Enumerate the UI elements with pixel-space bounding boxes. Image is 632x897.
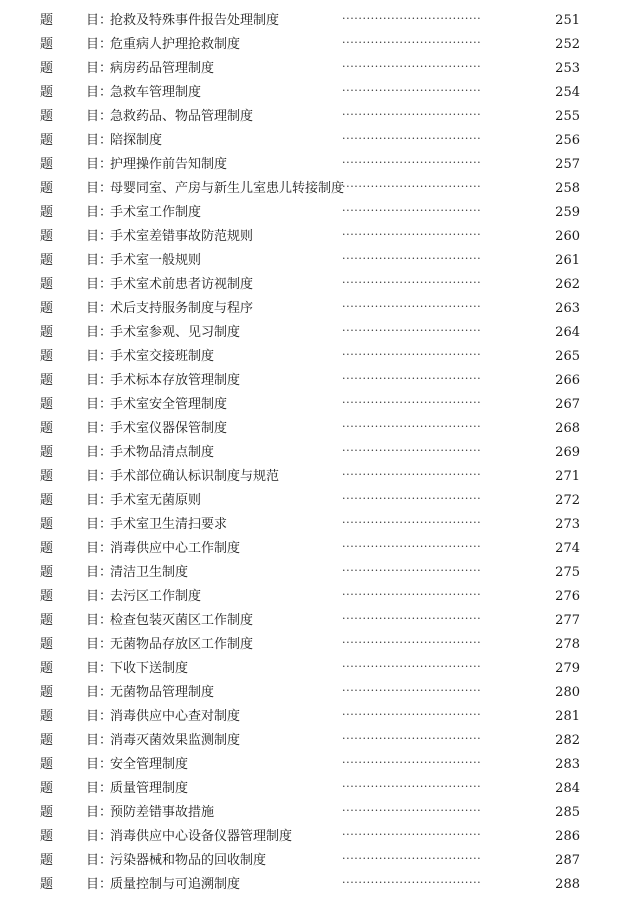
dot-leader: ·································· xyxy=(342,252,482,265)
dot-leader: ·································· xyxy=(342,36,482,49)
entry-title[interactable]: 陪探制度 xyxy=(110,133,163,148)
entry-label-ti: 题 xyxy=(40,325,54,340)
entry-page-number[interactable]: 286 xyxy=(555,829,580,844)
toc-entry[interactable] xyxy=(0,489,632,513)
dot-leader: ·································· xyxy=(342,420,482,433)
entry-title[interactable]: 下收下送制度 xyxy=(110,661,189,676)
entry-title[interactable]: 消毒灭菌效果监测制度 xyxy=(110,733,241,748)
entry-label-mu: 目： xyxy=(86,397,113,412)
entry-label-mu: 目： xyxy=(86,229,113,244)
toc-entry[interactable] xyxy=(0,801,632,825)
dot-leader: ·································· xyxy=(342,396,482,409)
entry-page-number[interactable]: 268 xyxy=(555,421,580,436)
entry-label-mu: 目： xyxy=(86,517,113,532)
dot-leader: ·································· xyxy=(342,324,482,337)
toc-entry[interactable] xyxy=(0,57,632,81)
toc-entry[interactable] xyxy=(0,393,632,417)
toc-entry[interactable] xyxy=(0,537,632,561)
entry-page-number[interactable]: 264 xyxy=(555,325,580,340)
entry-label-ti: 题 xyxy=(40,469,54,484)
dot-leader: ·································· xyxy=(342,60,482,73)
entry-title[interactable]: 无菌物品存放区工作制度 xyxy=(110,637,254,652)
entry-title[interactable]: 手术室差错事故防范规则 xyxy=(110,229,254,244)
dot-leader: ·································· xyxy=(342,156,482,169)
entry-page-number[interactable]: 265 xyxy=(555,349,580,364)
toc-entry[interactable] xyxy=(0,201,632,225)
entry-label-mu: 目： xyxy=(86,757,113,772)
entry-title[interactable]: 质量控制与可追溯制度 xyxy=(110,877,241,892)
entry-label-ti: 题 xyxy=(40,805,54,820)
toc-entry[interactable] xyxy=(0,465,632,489)
entry-title[interactable]: 质量管理制度 xyxy=(110,781,189,796)
entry-label-mu: 目： xyxy=(86,469,113,484)
toc-entry[interactable] xyxy=(0,249,632,273)
entry-label-mu: 目： xyxy=(86,637,113,652)
entry-page-number[interactable]: 281 xyxy=(555,709,580,724)
toc-entry[interactable] xyxy=(0,873,632,897)
entry-label-mu: 目： xyxy=(86,157,113,172)
dot-leader: ·································· xyxy=(342,372,482,385)
entry-title[interactable]: 无菌物品管理制度 xyxy=(110,685,215,700)
toc-entry[interactable] xyxy=(0,105,632,129)
entry-page-number[interactable]: 259 xyxy=(555,205,580,220)
entry-label-mu: 目： xyxy=(86,37,113,52)
entry-label-ti: 题 xyxy=(40,205,54,220)
toc-entry[interactable] xyxy=(0,153,632,177)
entry-page-number[interactable]: 277 xyxy=(555,613,580,628)
entry-title[interactable]: 手术室一般规则 xyxy=(110,253,202,268)
entry-title[interactable]: 手术室卫生清扫要求 xyxy=(110,517,228,532)
toc-entry[interactable] xyxy=(0,561,632,585)
dot-leader: ·································· xyxy=(342,636,482,649)
dot-leader: ·································· xyxy=(342,516,482,529)
entry-title[interactable]: 手术部位确认标识制度与规范 xyxy=(110,469,280,484)
toc-entry[interactable] xyxy=(0,657,632,681)
entry-title[interactable]: 污染器械和物品的回收制度 xyxy=(110,853,267,868)
entry-label-ti: 题 xyxy=(40,277,54,292)
dot-leader: ·································· xyxy=(342,108,482,121)
dot-leader: ·································· xyxy=(342,468,482,481)
entry-page-number[interactable]: 273 xyxy=(555,517,580,532)
entry-label-mu: 目： xyxy=(86,445,113,460)
entry-label-mu: 目： xyxy=(86,181,113,196)
entry-title[interactable]: 手术室仪器保管制度 xyxy=(110,421,228,436)
dot-leader: ·································· xyxy=(342,780,482,793)
entry-label-ti: 题 xyxy=(40,133,54,148)
entry-page-number[interactable]: 251 xyxy=(555,13,580,28)
toc-entry[interactable] xyxy=(0,33,632,57)
entry-label-ti: 题 xyxy=(40,421,54,436)
toc-entry[interactable] xyxy=(0,681,632,705)
dot-leader: ·································· xyxy=(342,84,482,97)
dot-leader: ·································· xyxy=(342,852,482,865)
entry-label-ti: 题 xyxy=(40,253,54,268)
dot-leader: ·································· xyxy=(342,684,482,697)
toc-entry[interactable] xyxy=(0,81,632,105)
toc-entry[interactable] xyxy=(0,225,632,249)
entry-page-number[interactable]: 252 xyxy=(555,37,580,52)
entry-title[interactable]: 清洁卫生制度 xyxy=(110,565,189,580)
entry-page-number[interactable]: 285 xyxy=(555,805,580,820)
toc-entry[interactable] xyxy=(0,753,632,777)
dot-leader: ·································· xyxy=(342,540,482,553)
entry-label-mu: 目： xyxy=(86,733,113,748)
entry-label-mu: 目： xyxy=(86,853,113,868)
entry-page-number[interactable]: 263 xyxy=(555,301,580,316)
entry-page-number[interactable]: 269 xyxy=(555,445,580,460)
entry-title[interactable]: 检查包装灭菌区工作制度 xyxy=(110,613,254,628)
entry-label-ti: 题 xyxy=(40,565,54,580)
entry-page-number[interactable]: 276 xyxy=(555,589,580,604)
entry-page-number[interactable]: 288 xyxy=(555,877,580,892)
entry-label-ti: 题 xyxy=(40,517,54,532)
entry-label-mu: 目： xyxy=(86,205,113,220)
dot-leader: ·································· xyxy=(342,492,482,505)
entry-title[interactable]: 危重病人护理抢救制度 xyxy=(110,37,241,52)
dot-leader: ·································· xyxy=(342,732,482,745)
entry-title[interactable]: 手术标本存放管理制度 xyxy=(110,373,241,388)
entry-label-ti: 题 xyxy=(40,349,54,364)
entry-label-mu: 目： xyxy=(86,325,113,340)
dot-leader: ·································· xyxy=(342,804,482,817)
dot-leader: ·································· xyxy=(342,708,482,721)
entry-page-number[interactable]: 280 xyxy=(555,685,580,700)
entry-page-number[interactable]: 262 xyxy=(555,277,580,292)
entry-label-mu: 目： xyxy=(86,61,113,76)
entry-page-number[interactable]: 278 xyxy=(555,637,580,652)
dot-leader: ·································· xyxy=(342,204,482,217)
entry-page-number[interactable]: 258 xyxy=(555,181,580,196)
entry-label-ti: 题 xyxy=(40,733,54,748)
entry-page-number[interactable]: 284 xyxy=(555,781,580,796)
entry-label-mu: 目： xyxy=(86,661,113,676)
entry-label-mu: 目： xyxy=(86,613,113,628)
entry-title[interactable]: 预防差错事故措施 xyxy=(110,805,215,820)
dot-leader: ·································· xyxy=(342,564,482,577)
entry-label-mu: 目： xyxy=(86,277,113,292)
entry-title[interactable]: 去污区工作制度 xyxy=(110,589,202,604)
entry-page-number[interactable]: 283 xyxy=(555,757,580,772)
entry-label-ti: 题 xyxy=(40,853,54,868)
entry-label-mu: 目： xyxy=(86,301,113,316)
entry-label-ti: 题 xyxy=(40,709,54,724)
dot-leader: ·································· xyxy=(342,876,482,889)
entry-title[interactable]: 手术室术前患者访视制度 xyxy=(110,277,254,292)
entry-title[interactable]: 病房药品管理制度 xyxy=(110,61,215,76)
dot-leader: ·································· xyxy=(342,588,482,601)
toc-entry[interactable] xyxy=(0,777,632,801)
entry-label-ti: 题 xyxy=(40,877,54,892)
dot-leader: ·································· xyxy=(342,660,482,673)
toc-entry[interactable] xyxy=(0,417,632,441)
dot-leader: ·································· xyxy=(342,828,482,841)
entry-label-ti: 题 xyxy=(40,181,54,196)
entry-label-ti: 题 xyxy=(40,157,54,172)
entry-page-number[interactable]: 271 xyxy=(555,469,580,484)
dot-leader: ·································· xyxy=(342,348,482,361)
entry-title[interactable]: 手术室安全管理制度 xyxy=(110,397,228,412)
entry-page-number[interactable]: 255 xyxy=(555,109,580,124)
toc-entry[interactable] xyxy=(0,585,632,609)
entry-label-mu: 目： xyxy=(86,373,113,388)
entry-title[interactable]: 急救车管理制度 xyxy=(110,85,202,100)
entry-title[interactable]: 手术物品清点制度 xyxy=(110,445,215,460)
toc-entry[interactable] xyxy=(0,369,632,393)
entry-title[interactable]: 消毒供应中心查对制度 xyxy=(110,709,241,724)
entry-title[interactable]: 手术室参观、见习制度 xyxy=(110,325,241,340)
entry-label-mu: 目： xyxy=(86,877,113,892)
entry-title[interactable]: 母婴同室、产房与新生儿室患儿转接制度 xyxy=(110,181,345,196)
entry-page-number[interactable]: 261 xyxy=(555,253,580,268)
toc-entry[interactable] xyxy=(0,345,632,369)
entry-label-ti: 题 xyxy=(40,637,54,652)
entry-page-number[interactable]: 253 xyxy=(555,61,580,76)
entry-label-mu: 目： xyxy=(86,709,113,724)
entry-label-mu: 目： xyxy=(86,685,113,700)
entry-label-mu: 目： xyxy=(86,421,113,436)
dot-leader: ·································· xyxy=(342,612,482,625)
entry-title[interactable]: 消毒供应中心设备仪器管理制度 xyxy=(110,829,293,844)
toc-entry[interactable] xyxy=(0,273,632,297)
entry-page-number[interactable]: 267 xyxy=(555,397,580,412)
entry-label-mu: 目： xyxy=(86,805,113,820)
toc-entry[interactable] xyxy=(0,129,632,153)
entry-page-number[interactable]: 282 xyxy=(555,733,580,748)
entry-label-ti: 题 xyxy=(40,589,54,604)
entry-label-mu: 目： xyxy=(86,589,113,604)
entry-label-mu: 目： xyxy=(86,85,113,100)
entry-label-ti: 题 xyxy=(40,829,54,844)
toc-entry[interactable] xyxy=(0,633,632,657)
toc-entry[interactable] xyxy=(0,321,632,345)
dot-leader: ·································· xyxy=(342,132,482,145)
entry-page-number[interactable]: 274 xyxy=(555,541,580,556)
entry-label-ti: 题 xyxy=(40,685,54,700)
entry-label-mu: 目： xyxy=(86,781,113,796)
entry-title[interactable]: 消毒供应中心工作制度 xyxy=(110,541,241,556)
entry-label-mu: 目： xyxy=(86,109,113,124)
entry-label-ti: 题 xyxy=(40,85,54,100)
entry-label-ti: 题 xyxy=(40,781,54,796)
entry-label-ti: 题 xyxy=(40,661,54,676)
entry-title[interactable]: 手术室交接班制度 xyxy=(110,349,215,364)
entry-label-ti: 题 xyxy=(40,493,54,508)
entry-page-number[interactable]: 272 xyxy=(555,493,580,508)
toc-entry[interactable] xyxy=(0,177,632,201)
entry-label-mu: 目： xyxy=(86,493,113,508)
dot-leader: ·································· xyxy=(342,180,482,193)
entry-label-ti: 题 xyxy=(40,757,54,772)
toc-entry[interactable] xyxy=(0,513,632,537)
entry-label-mu: 目： xyxy=(86,133,113,148)
dot-leader: ·································· xyxy=(342,756,482,769)
entry-page-number[interactable]: 275 xyxy=(555,565,580,580)
entry-page-number[interactable]: 256 xyxy=(555,133,580,148)
entry-title[interactable]: 术后支持服务制度与程序 xyxy=(110,301,254,316)
entry-title[interactable]: 急救药品、物品管理制度 xyxy=(110,109,254,124)
entry-label-mu: 目： xyxy=(86,349,113,364)
entry-label-mu: 目： xyxy=(86,829,113,844)
entry-page-number[interactable]: 257 xyxy=(555,157,580,172)
entry-label-ti: 题 xyxy=(40,445,54,460)
entry-label-ti: 题 xyxy=(40,109,54,124)
toc-entry[interactable] xyxy=(0,705,632,729)
entry-label-ti: 题 xyxy=(40,613,54,628)
entry-title[interactable]: 护理操作前告知制度 xyxy=(110,157,228,172)
toc-entry[interactable] xyxy=(0,297,632,321)
entry-label-ti: 题 xyxy=(40,229,54,244)
toc-entry[interactable] xyxy=(0,9,632,33)
dot-leader: ·································· xyxy=(342,12,482,25)
entry-page-number[interactable]: 254 xyxy=(555,85,580,100)
entry-page-number[interactable]: 266 xyxy=(555,373,580,388)
dot-leader: ·································· xyxy=(342,228,482,241)
entry-label-ti: 题 xyxy=(40,301,54,316)
toc-entry[interactable] xyxy=(0,729,632,753)
toc-entry[interactable] xyxy=(0,441,632,465)
entry-label-mu: 目： xyxy=(86,13,113,28)
entry-title[interactable]: 手术室工作制度 xyxy=(110,205,202,220)
entry-label-ti: 题 xyxy=(40,61,54,76)
entry-page-number[interactable]: 279 xyxy=(555,661,580,676)
toc-entry[interactable] xyxy=(0,825,632,849)
dot-leader: ·································· xyxy=(342,276,482,289)
dot-leader: ·································· xyxy=(342,300,482,313)
entry-page-number[interactable]: 287 xyxy=(555,853,580,868)
entry-label-mu: 目： xyxy=(86,253,113,268)
entry-title[interactable]: 抢救及特殊事件报告处理制度 xyxy=(110,13,280,28)
toc-entry[interactable] xyxy=(0,609,632,633)
entry-label-mu: 目： xyxy=(86,541,113,556)
dot-leader: ·································· xyxy=(342,444,482,457)
entry-title[interactable]: 手术室无菌原则 xyxy=(110,493,202,508)
entry-page-number[interactable]: 260 xyxy=(555,229,580,244)
entry-label-ti: 题 xyxy=(40,13,54,28)
entry-label-ti: 题 xyxy=(40,37,54,52)
entry-title[interactable]: 安全管理制度 xyxy=(110,757,189,772)
entry-label-mu: 目： xyxy=(86,565,113,580)
entry-label-ti: 题 xyxy=(40,541,54,556)
entry-label-ti: 题 xyxy=(40,397,54,412)
entry-label-ti: 题 xyxy=(40,373,54,388)
toc-entry[interactable] xyxy=(0,849,632,873)
